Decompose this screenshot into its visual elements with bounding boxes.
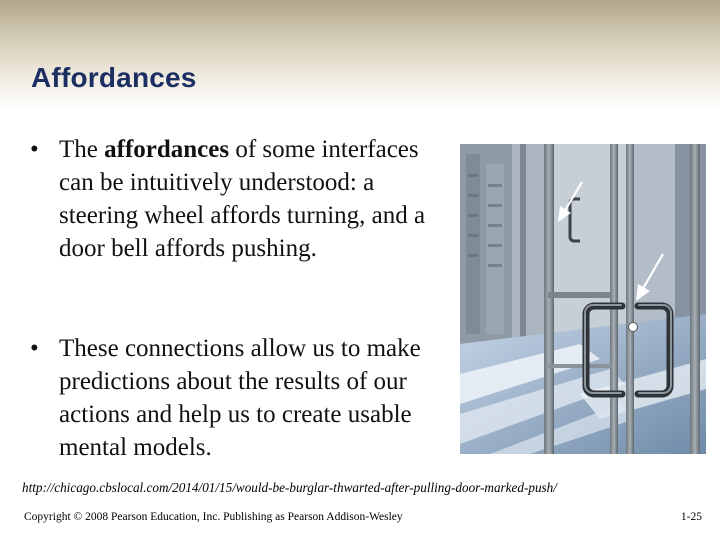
- bullet-marker: •: [30, 335, 39, 362]
- copyright-notice: Copyright © 2008 Pearson Education, Inc. Publishing as Pearson Addison-Wesley: [24, 511, 403, 523]
- bullet-marker: •: [30, 136, 39, 163]
- bullet-text: These connections allow us to make predictions about the results of our actions and help us to create usable mental models.: [59, 335, 421, 461]
- emphasis-term: affordances: [104, 136, 230, 163]
- bullet-suffix: of some interfaces can be intuitively understood: a steering wheel affords turning, and a door bell affords pushing.: [59, 136, 426, 262]
- slide-title: Affordances: [31, 62, 197, 93]
- source-url: http://chicago.cbslocal.com/2014/01/15/would-be-burglar-thwarted-after-pulling-door-marked-push/: [22, 480, 557, 495]
- glass-door-photo: [460, 144, 706, 454]
- bullet-prefix: The: [59, 136, 105, 163]
- bullet-text: [59, 133, 459, 265]
- page-number: 1-25: [680, 511, 702, 523]
